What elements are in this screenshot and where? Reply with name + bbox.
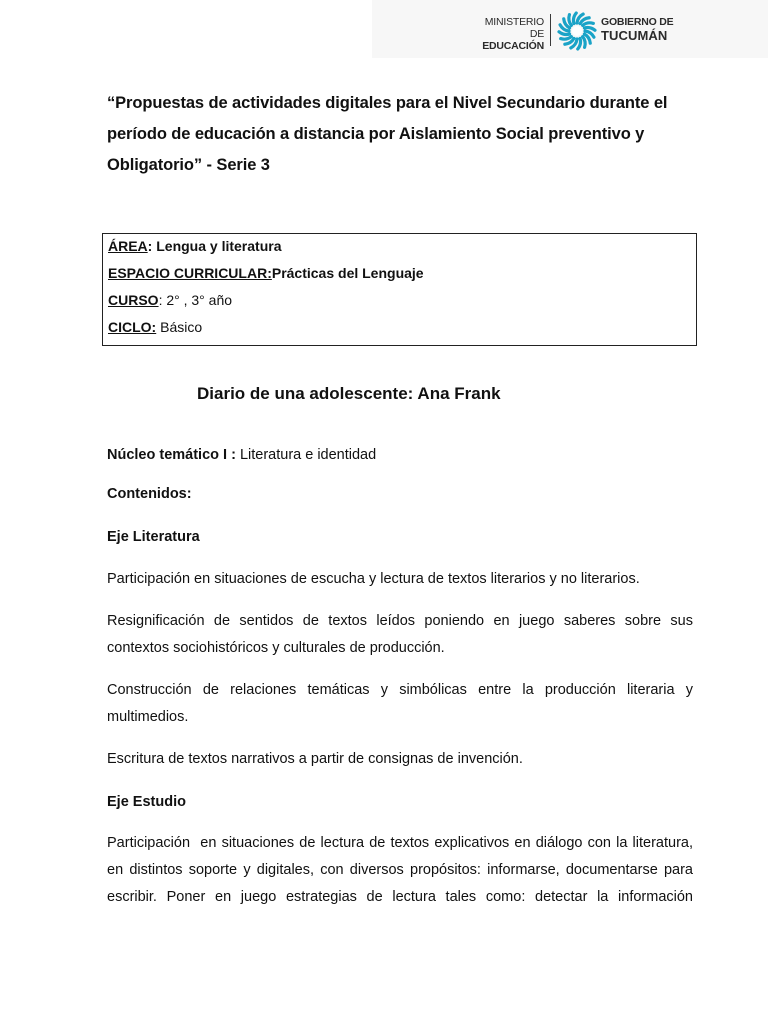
nucleo-label: Núcleo temático I : bbox=[107, 447, 236, 463]
sun-ray bbox=[583, 23, 594, 26]
government-label bbox=[601, 16, 701, 42]
ministry-label bbox=[474, 16, 544, 52]
nucleo-value: Literatura e identidad bbox=[239, 447, 377, 463]
area-row: ÁREA: Lengua y literatura bbox=[108, 238, 282, 254]
eje-estudio-heading: Eje Estudio bbox=[107, 794, 186, 810]
curso-label: CURSO bbox=[108, 292, 159, 308]
ministry-line2: EDUCACIÓN bbox=[482, 40, 544, 52]
curso-value: 2° , 3° año bbox=[166, 292, 233, 308]
document-title: “Propuestas de actividades digitales para el Nivel Secundario durante el período de educación a distancia por Aislamiento Social preventivo y Obligatorio” - Serie 3 bbox=[107, 94, 668, 174]
area-label: ÁREA bbox=[108, 238, 148, 254]
literatura-item-4: Escritura de textos narrativos a partir de consignas de invención. bbox=[107, 751, 523, 767]
ciclo-row bbox=[108, 318, 202, 336]
nucleo-line bbox=[107, 442, 693, 469]
literatura-item-1: Participación en situaciones de escucha y lectura de textos literarios y no literarios. bbox=[107, 571, 640, 587]
literatura-item-2: Resignificación de sentidos de textos leídos poniendo en juego saberes sobre sus contextos sociohistóricos y culturales de producción. bbox=[107, 613, 693, 656]
logo-divider bbox=[550, 14, 551, 46]
ciclo-value: Básico bbox=[160, 319, 203, 335]
eje-literatura-heading: Eje Literatura bbox=[107, 529, 200, 545]
espacio-label: ESPACIO CURRICULAR: bbox=[108, 265, 272, 281]
curso-row: CURSO: 2° , 3° año bbox=[108, 292, 233, 308]
area-value: Lengua y literatura bbox=[156, 238, 282, 254]
literatura-item-3: Construcción de relaciones temáticas y simbólicas entre la producción literaria y multimedios. bbox=[107, 682, 693, 725]
espacio-row bbox=[108, 264, 424, 282]
section-subtitle: Diario de una adolescente: Ana Frank bbox=[197, 384, 501, 403]
sun-ray bbox=[569, 15, 572, 26]
sun-ray bbox=[583, 37, 586, 48]
gov-line2: TUCUMÁN bbox=[601, 28, 668, 43]
course-info-box bbox=[102, 233, 697, 346]
contenidos-heading: Contenidos: bbox=[107, 486, 192, 502]
ciclo-label: CICLO: bbox=[108, 319, 157, 335]
gov-line1: GOBIERNO DE bbox=[601, 16, 674, 28]
tucuman-sun-logo-icon bbox=[557, 11, 597, 51]
sun-ray bbox=[561, 37, 572, 40]
espacio-value: Prácticas del Lenguaje bbox=[271, 265, 424, 281]
estudio-paragraph: Participación en situaciones de lectura de textos explicativos en diálogo con la literatura, en distintos soporte y digitales, con diversos propósitos: informarse, documentarse para escribir. Poner en juego estrategias de lectura tales como: detectar la información bbox=[107, 835, 698, 905]
ministry-line1: MINISTERIO DE bbox=[484, 16, 544, 40]
